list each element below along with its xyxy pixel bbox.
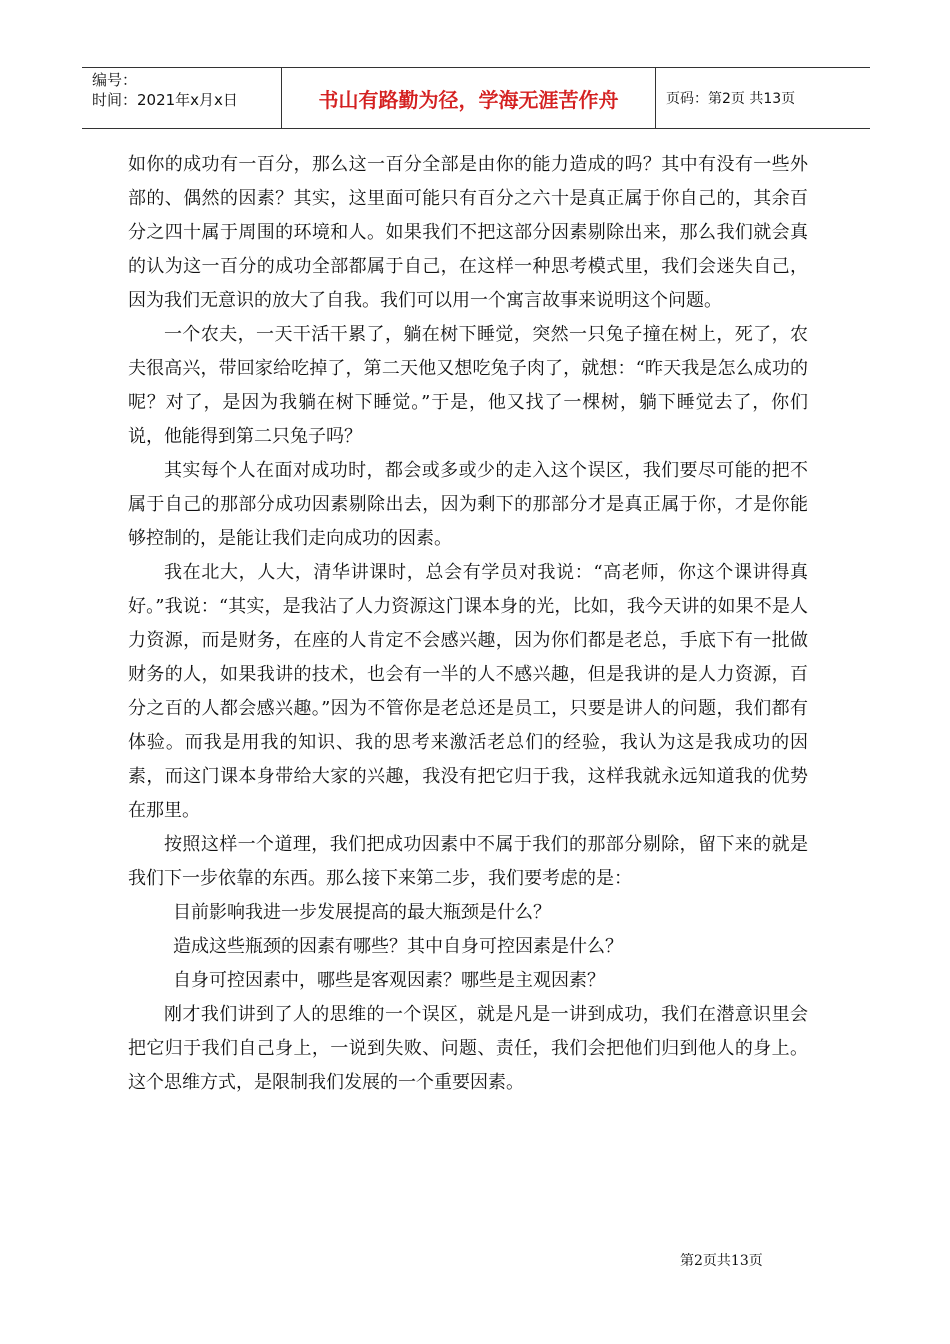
paragraph-3: 其实每个人在面对成功时，都会或多或少的走入这个误区，我们要尽可能的把不属于自己的那部分成功因素剔除出去，因为剩下的那部分才是真正属于你，才是你能够控制的，是能让我们走向成功的因素。	[128, 460, 808, 549]
header-motto: 书山有路勤为径，学海无涯苦作舟	[282, 68, 656, 128]
document-body	[128, 148, 808, 1100]
page-header	[82, 67, 870, 129]
paragraph-1: 如你的成功有一百分，那么这一百分全部是由你的能力造成的吗？其中有没有一些外部的、偶然的因素？其实，这里面可能只有百分之六十是真正属于你自己的，其余百分之四十属于周围的环境和人。如果我们不把这部分因素剔除出来，那么我们就会真的认为这一百分的成功全部都属于自己，在这样一种思考模式里，我们会迷失自己，因为我们无意识的放大了自我。我们可以用一个寓言故事来说明这个问题。	[128, 154, 808, 311]
number-label: 编号：	[92, 71, 138, 89]
question-3: 自身可控因素中，哪些是客观因素？哪些是主观因素？	[173, 970, 605, 991]
paragraph-6: 刚才我们讲到了人的思维的一个误区，就是凡是一讲到成功，我们在潜意识里会把它归于我们自己身上，一说到失败、问题、责任，我们会把他们归到他人的身上。这个思维方式，是限制我们发展的一个重要因素。	[128, 1004, 808, 1093]
question-2: 造成这些瓶颈的因素有哪些？其中自身可控因素是什么？	[173, 936, 623, 957]
time-label: 时间：2021年x月x日	[92, 91, 238, 109]
header-page-info: 页码：第2页 共13页	[666, 91, 796, 107]
paragraph-5: 按照这样一个道理，我们把成功因素中不属于我们的那部分剔除，留下来的就是我们下一步依靠的东西。那么接下来第二步，我们要考虑的是：	[128, 834, 808, 889]
paragraph-2: 一个农夫，一天干活干累了，躺在树下睡觉，突然一只兔子撞在树上，死了，农夫很高兴，带回家给吃掉了，第二天他又想吃兔子肉了，就想：“昨天我是怎么成功的呢？对了，是因为我躺在树下睡觉。”于是，他又找了一棵树，躺下睡觉去了，你们说，他能得到第二只兔子吗？	[128, 324, 808, 447]
question-1: 目前影响我进一步发展提高的最大瓶颈是什么？	[173, 902, 551, 923]
header-meta	[82, 68, 282, 128]
page-footer: 第2页共13页	[680, 1253, 763, 1269]
paragraph-4: 我在北大，人大，清华讲课时，总会有学员对我说：“高老师，你这个课讲得真好。”我说：“其实，是我沾了人力资源这门课本身的光，比如，我今天讲的如果不是人力资源，而是财务，在座的人肯定不会感兴趣，因为你们都是老总，手底下有一批做财务的人，如果我讲的技术，也会有一半的人不感兴趣，但是我讲的是人力资源，百分之百的人都会感兴趣。”因为不管你是老总还是员工，只要是讲人的问题，我们都有体验。而我是用我的知识、我的思考来激活老总们的经验，我认为这是我成功的因素，而这门课本身带给大家的兴趣，我没有把它归于我，这样我就永远知道我的优势在那里。	[128, 562, 808, 821]
